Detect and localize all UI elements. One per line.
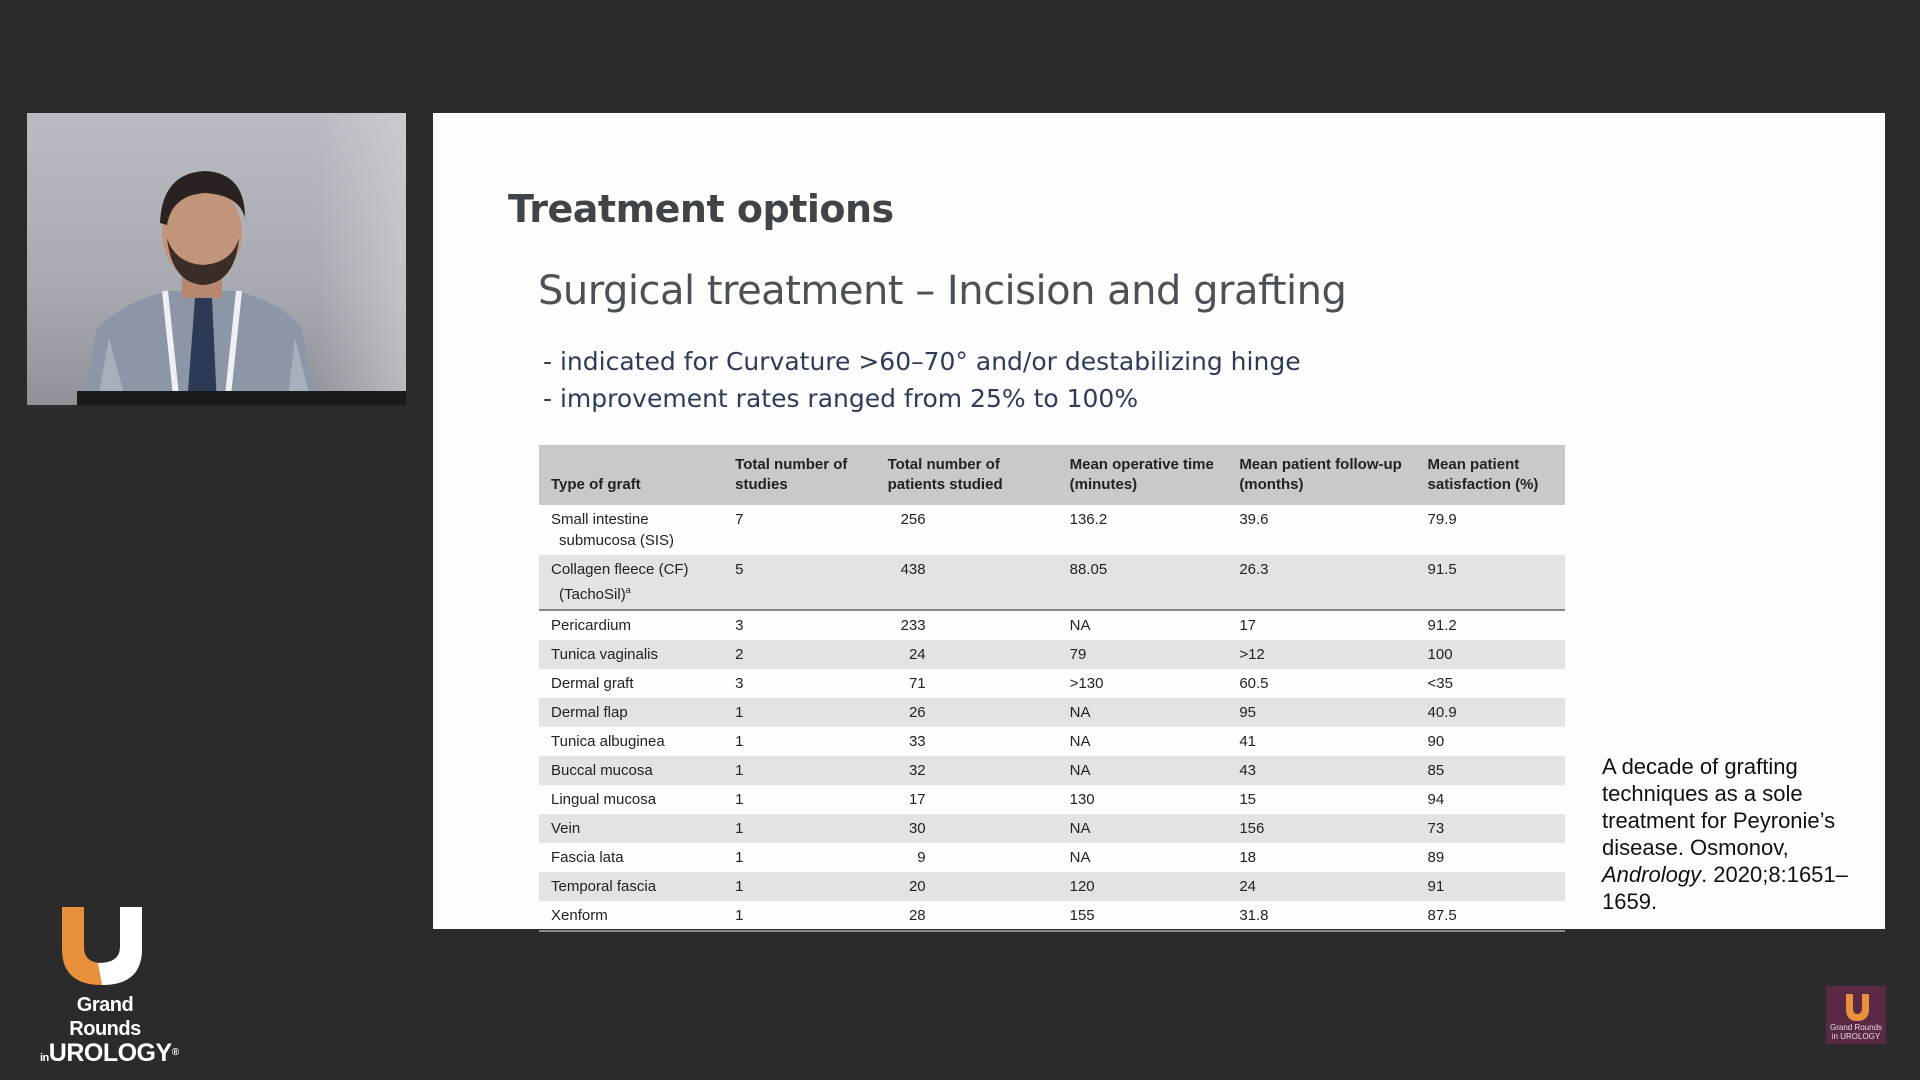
corner-logo-line2: in UROLOGY [1831,1032,1881,1041]
col-header-studies: Total number of studies [723,445,875,505]
corner-logo-line1: Grand Rounds [1829,1023,1883,1032]
op-time-cell: 120 [1058,872,1228,901]
op-time-cell: 130 [1069,791,1095,808]
follow-up-cell: 43 [1227,756,1415,785]
logo-in: in [40,1052,49,1064]
patients-cell: 32 [876,756,1058,785]
col-header-satisfaction: Mean patient satisfaction (%) [1416,445,1565,505]
patients-cell: 17 [908,791,926,808]
op-time-cell: NA [1069,733,1091,750]
graft-line2-wrap [551,580,723,605]
satisfaction-cell: 87.5 [1416,901,1565,931]
follow-up-cell: 15 [1239,791,1256,808]
follow-up-cell: 60.5 [1239,675,1269,692]
satisfaction-cell: 79.9 [1427,511,1457,528]
graft-cell [539,505,723,555]
table-row [539,669,1565,698]
satisfaction-cell: 89 [1427,849,1445,866]
col-header-graft: Type of graft [539,445,723,505]
op-time-cell: NA [1058,698,1228,727]
follow-up-cell: 18 [1239,849,1256,866]
logo-line2-wrap [40,1039,179,1070]
op-time-cell: 155 [1058,901,1228,931]
satisfaction-cell: 73 [1416,814,1565,843]
follow-up-cell: 95 [1227,698,1415,727]
patients-cell: 438 [876,555,1058,610]
col-header-follow-up: Mean patient follow-up (months) [1227,445,1415,505]
graft-cell: Dermal graft [551,675,634,692]
table-row [539,727,1565,756]
citation-text: A decade of grafting techniques as a sole treatment for Peyronie’s disease. Osmonov, [1602,754,1836,860]
presenter-figure [27,113,406,405]
follow-up-cell: 31.8 [1227,901,1415,931]
col-header-op-time: Mean operative time (minutes) [1058,445,1228,505]
table-row [539,610,1565,640]
corner-logo-text [1826,1023,1886,1041]
col-header-patients: Total number of patients studied [876,445,1058,505]
u-logo-icon [40,905,170,995]
graft-table [539,445,1565,932]
bullet-list [543,343,1301,417]
logo-line2: UROLOGY [48,1039,172,1067]
speaker-video [27,113,406,405]
satisfaction-cell: 94 [1427,791,1445,808]
table-row [539,555,1565,610]
corner-u-icon [1826,986,1886,1026]
patients-cell: 71 [908,675,926,692]
table-row [539,756,1565,785]
studies-cell: 5 [723,555,875,610]
satisfaction-cell: 100 [1416,640,1565,669]
corner-logo [1826,986,1886,1044]
graft-cell: Buccal mucosa [539,756,723,785]
table-row [539,640,1565,669]
citation [1602,753,1882,915]
studies-cell: 3 [735,675,744,692]
graft-cell [539,555,723,610]
table-row [539,814,1565,843]
studies-cell: 1 [723,814,875,843]
studies-cell: 1 [723,872,875,901]
studies-cell: 3 [735,617,744,634]
graft-cell: Temporal fascia [539,872,723,901]
graft-line1: Small intestine [551,511,649,528]
op-time-cell: >130 [1069,675,1104,692]
patients-cell: 20 [876,872,1058,901]
studies-cell: 1 [723,756,875,785]
satisfaction-cell: 40.9 [1416,698,1565,727]
studies-cell: 1 [735,733,744,750]
follow-up-cell: 39.6 [1239,511,1269,528]
graft-cell: Tunica albuginea [551,733,665,750]
table-row [539,901,1565,931]
bullet-item: - improvement rates ranged from 25% to 100% [543,384,1139,413]
graft-cell: Dermal flap [539,698,723,727]
logo-line1: Grand Rounds [69,994,141,1040]
satisfaction-cell: 90 [1427,733,1445,750]
satisfaction-cell: 91 [1416,872,1565,901]
graft-line2: submucosa (SIS) [559,532,675,549]
studies-cell: 2 [723,640,875,669]
satisfaction-cell: 91.5 [1416,555,1565,610]
follow-up-cell: >12 [1227,640,1415,669]
op-time-cell: 136.2 [1069,511,1108,528]
patients-cell: 26 [876,698,1058,727]
graft-cell: Pericardium [551,617,632,634]
studies-cell: 7 [735,511,744,528]
graft-cell: Xenform [539,901,723,931]
studies-cell: 1 [735,791,744,808]
graft-cell: Lingual mucosa [551,791,657,808]
follow-up-cell: 41 [1239,733,1256,750]
satisfaction-cell: 85 [1416,756,1565,785]
patients-cell: 30 [876,814,1058,843]
patients-cell: 33 [908,733,926,750]
graft-line2: (TachoSil) [559,586,626,603]
footnote-marker: a [625,585,631,595]
op-time-cell: 88.05 [1058,555,1228,610]
follow-up-cell: 156 [1227,814,1415,843]
patients-cell: 233 [900,617,926,634]
studies-cell: 1 [723,901,875,931]
graft-line1: Collagen fleece (CF) [551,561,689,578]
patients-cell: 256 [900,511,926,528]
table-row [539,872,1565,901]
table-row [539,843,1565,872]
follow-up-cell: 26.3 [1227,555,1415,610]
op-time-cell: NA [1069,849,1091,866]
table-row [539,698,1565,727]
patients-cell: 28 [876,901,1058,931]
logo-wordmark [40,993,179,1070]
graft-cell: Fascia lata [551,849,624,866]
patients-cell: 24 [876,640,1058,669]
op-time-cell: 79 [1058,640,1228,669]
bullet-item: - indicated for Curvature >60–70° and/or destabilizing hinge [543,347,1301,376]
table-row [539,505,1565,555]
follow-up-cell: 17 [1239,617,1256,634]
follow-up-cell: 24 [1227,872,1415,901]
logo-trademark: ® [171,1047,179,1058]
slide-subtitle: Surgical treatment – Incision and grafting [538,268,1347,314]
citation-text-end: . 2020;8:1651–1659. [1602,862,1848,914]
studies-cell: 1 [723,698,875,727]
graft-cell: Vein [539,814,723,843]
citation-journal: Andrology [1602,862,1702,887]
op-time-cell: NA [1058,814,1228,843]
satisfaction-cell: <35 [1427,675,1453,692]
grand-rounds-logo [40,905,179,1067]
table-row [539,785,1565,814]
table-header-row [539,445,1565,505]
slide-title: Treatment options [508,187,894,231]
satisfaction-cell: 91.2 [1427,617,1457,634]
op-time-cell: NA [1058,756,1228,785]
graft-cell: Tunica vaginalis [539,640,723,669]
patients-cell: 9 [917,849,926,866]
studies-cell: 1 [735,849,744,866]
op-time-cell: NA [1069,617,1091,634]
